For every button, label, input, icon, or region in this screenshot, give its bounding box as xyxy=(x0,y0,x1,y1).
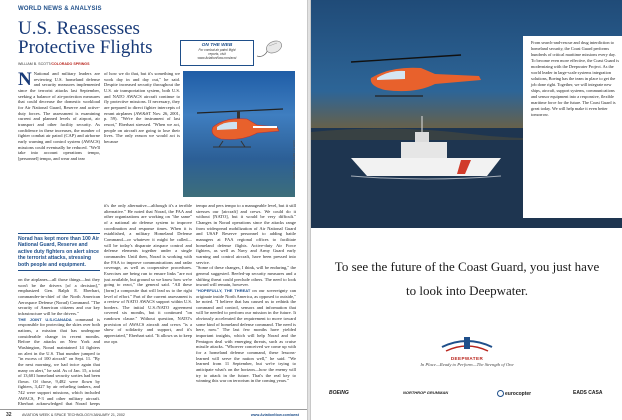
headline: U.S. Reassesses Protective Flights xyxy=(18,18,153,58)
sponsor-boeing: BOEING xyxy=(329,390,349,396)
column-1-text-c: command is responsible for protecting the skies over both nations, a mission that has undergone considerable change in recent months. Before the attacks on New York and Washington, Norad maintained 14 fighters on alert in the U.S. That number jumped to "in excess of 100 aircraft" on Sept. 11. "By the next morning, we had twice again that many on alert," he said. As of Jan. 15, a total of 13,601 homeland security sorties had been flown. Of those, 9,482 were flown by fighters, 3,427 by air refueling tankers, and 742 were support missions, which included AWACS, P-3 and other military aircraft. Eberhart acknowledged that Norad keeps xyxy=(18,316,100,407)
ad-tagline: To see the future of the Coast Guard, you just have to look into Deepwater. xyxy=(334,259,600,298)
publication-line: AVIATION WEEK & SPACE TECHNOLOGY/JANUARY 21, 2002 xyxy=(22,413,125,417)
helicopter-photo xyxy=(183,71,295,197)
page-footer xyxy=(0,409,307,420)
pull-quote: Norad has kept more than 100 Air National Guard, Reserve and active duty fighters on alert since the terrorist attacks, stressing both people and equipment. xyxy=(18,233,100,271)
column-2-text-b: it's the only alternative—although it's a terrible alternative." He noted that Norad, the FAA and other organizations are working on "the same" of a national air defense system to improve coordination and response times. When it is established, a military Homeland Defense Command—or whatever it might be called—will be today's disparate airspace control and defense elements together under a single commander. Until then, Norad is working with the FAA to improve communications and radar coverage, as well as cooperative procedures. Exercises are being run to ensure links "are not just available, but ground so we know how we're going to react," the general said. "All these [form] a composite that will lead us to the right level of effort." Part of the current assessment is a review of NATO AWACS support within U.S. borders. The initial U.S./NATO agreement covered six months, but it continued "on rundown clause." Without question, NATO's provision of AWACS aircraft and crews "is a show of solidarity and support, and it's appreciated," Eberhart said. "It allows us to keep our ops xyxy=(104,203,192,344)
ad-copy-panel xyxy=(523,36,622,218)
sponsor-logos xyxy=(311,388,622,408)
article-column-1b xyxy=(18,277,100,408)
web-box-url: www.AviationNow.com/avst xyxy=(197,56,237,60)
ad-slogan: In Place—Ready to Perform—The Strength of One xyxy=(420,362,514,367)
ad-helicopter-illustration xyxy=(351,55,481,96)
deepwater-logo-text: DEEPWATER xyxy=(450,356,484,361)
column-3-text-b: "Some of these changes, I think, will be enduring," the general suggested. Beefed-up security measures and a shifting threat could preclude others. The need to look inward will remain, however. xyxy=(196,265,296,288)
deepwater-logo xyxy=(438,333,496,357)
subhead-joint-command: THE JOINT U.S./CANADA xyxy=(18,316,72,322)
drop-cap: N xyxy=(18,71,32,90)
computer-mouse-icon xyxy=(255,38,283,60)
advertisement-page xyxy=(311,0,622,420)
web-box-title: ON THE WEB xyxy=(201,43,233,48)
sponsor-eads-casa: EADS CASA xyxy=(573,390,603,396)
sponsor-eurocopter: eurocopter xyxy=(497,390,531,397)
subhead-threat: "HOPEFULLY, THE THREAT xyxy=(196,287,251,293)
ad-body-copy: From search-and-rescue and drug interdiction to homeland security, the Coast Guard performs hundreds of critical maritime missions every day. To become even more effective, the Coast Guard is modernizing with the Deepwater Project. As the world leader in large-scale systems integration solutions, Boeing has the team in place to get the job done right. Together, we will integrate new ships, aircraft, support systems, communications and sensor equipment into a responsive, flexible maritime force for the future. The Coast Guard is great today. We will help make it even better tomorrow. xyxy=(531,40,620,117)
web-box-line1: For combat air patrol flight xyxy=(198,48,236,52)
column-1-text-b: on the airplanes—all those things—but they won't be the drivers [of a decision]," emphasized Gen. Ralph E. Eberhart, commander-in-chief of the North American Aerospace Defense (Norad) Command. "The security of American citizens and our key infrastructure will be the drivers." xyxy=(18,277,100,316)
web-box-line2: reports, visit xyxy=(208,52,226,56)
article-column-2a xyxy=(104,71,180,199)
article-column-2b xyxy=(104,203,192,408)
article-column-1a xyxy=(18,71,100,231)
column-1-text-a: National and military leaders are reviewing U.S. homeland defense and security measures implemented since the terrorist attacks last September, seeking a balance of air-protection measures that could decrease the domestic workload for Air National Guard, Reserve and active-duty forces. The assessment is examining current and planned levels of airport, air transport and other facility security. As confidence in these increases, the number of fighter combat air patrol (CAP) and airborne early warning and control system (AWACS) missions could eventually be reduced. "We'll take into account operations tempo, [personnel] tempo, and wear and tear xyxy=(18,71,100,161)
column-2-text-a: of how we do that, but it's something we work day in and day out," he said. Despite increased security throughout the U.S. air transportation system, both U.S. and NATO AWACS aircraft continue to fly protective missions. If necessary, they are prepared to direct fighter intercepts of errant airplanes (AW&ST Nov. 26, 2001, p. 59). "We're the instrument of last resort," Eberhart stressed. "When we act, people on aircraft are going to lose their lives. The only reason we would act is because xyxy=(104,71,180,144)
byline xyxy=(18,62,90,66)
article-column-3 xyxy=(196,203,296,408)
photo-credit: AIRBUS / DEPT. OF DEFENSE xyxy=(292,140,296,180)
sponsor-northrop-grumman: NORTHROP GRUMMAN xyxy=(403,390,449,395)
helicopter-illustration xyxy=(195,105,285,165)
eurocopter-mark-icon xyxy=(497,390,504,397)
byline-author: WILLIAM B. SCOTT/ xyxy=(18,62,52,66)
footer-url: www.AviationNow.com/awst xyxy=(250,413,299,417)
byline-location: COLORADO SPRINGS xyxy=(51,62,90,66)
column-3-text-c: on our sovereignty can originate inside North America, as opposed to outside," he noted. "I believe that has caused us to rethink the command and control, sensors and information that will be needed to perform our mission in the future. It obviously accelerated the requirement to move toward some kind of homeland defense command. The need is here, now." The last few months have yielded important insights, which will help Norad and the Pentagon deal with emerging threats, such as cruise missile attacks. "Whoever conceived we come up with for a homeland defense command, these lessons-learned will serve the nation well," he said. "We learned from 11 September, but we're trying to anticipate what's on the horizon—how the enemy will try to attack in the future. That's the real key to winning this war on terrorism in the coming years." xyxy=(196,287,296,384)
section-label: WORLD NEWS & ANALYSIS xyxy=(18,6,102,12)
on-the-web-box xyxy=(180,40,254,66)
column-3-text-a: tempo and pers tempo to a manageable level, but it still stresses our [aircraft] and crews. We could do it without [NATO], but it would be very difficult." Changes in Norad operations since the attacks range from widespread mobilization of Air National Guard and USAF Reserve personnel to adding battle managers at FAA regional offices to facilitate homeland defense flights. Active-duty Air Force fighters, as well as Navy and Army Guard early warning and control aircraft, have been pressed into service. xyxy=(196,203,296,265)
page-number: 32 xyxy=(6,412,12,418)
article-page xyxy=(0,0,307,420)
